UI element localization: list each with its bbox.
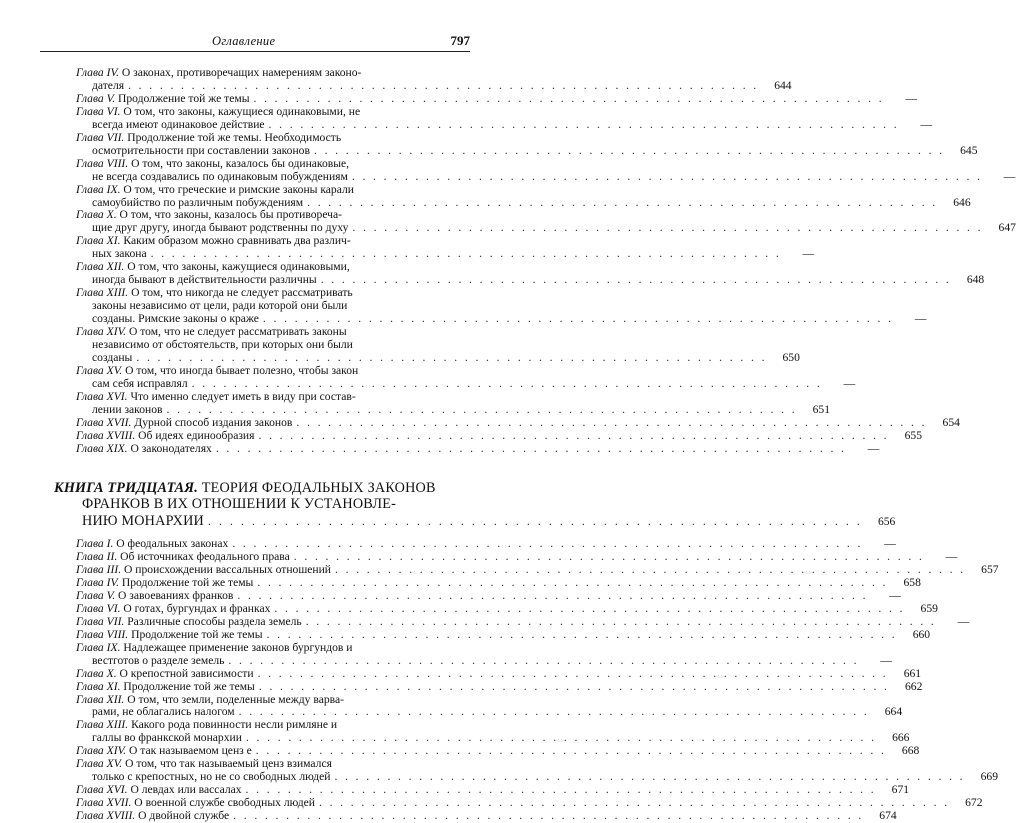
chapter-entry-label: Глава IX. [76,182,121,196]
chapter-entry-label: Глава III. [76,563,122,576]
chapter-entry-page: 662 [904,679,923,693]
chapter-entry-label: Глава I. [76,537,114,551]
chapter-entry-title-continued: ных закона [92,247,147,261]
chapter-entry-title: Глава I. О феодальных законах [76,537,229,551]
chapter-entry [76,809,897,823]
chapter-entry-line [76,402,831,417]
running-title: Оглавление [212,34,276,48]
chapter-entry [76,627,931,642]
dot-leader: . . . . . . . . . . . . . . . . . . . . . . . . . . . . . . . . . . . . . . . . . . . . . . . . . . . . . . . . . . . . [266,627,898,641]
chapter-entry-label: Глава XI. [76,234,121,248]
dot-leader: . . . . . . . . . . . . . . . . . . . . . . . . . . . . . . . . . . . . . . . . . . . . . . . . . . . . . . . . . . . . [320,273,952,287]
dot-leader: . . . . . . . . . . . . . . . . . . . . . . . . . . . . . . . . . . . . . . . . . . . . . . . . . . . . . . . . . . . . [262,312,894,326]
chapter-entry-page: 659 [920,601,938,615]
chapter-entry-label: Глава XIV. [76,325,127,339]
chapter-entry-page: — [884,537,896,551]
page-header [40,33,470,54]
chapter-entry [76,679,923,694]
chapter-entry-page: 674 [879,809,897,823]
chapter-entry [76,575,921,590]
chapter-entry-line [76,350,800,365]
chapter-entry-label: Глава XVII. [76,796,132,810]
chapter-entry-line [76,158,454,171]
chapter-entry-label: Глава X. [76,666,117,680]
chapter-entry-label: Глава XV. [76,363,123,377]
chapter-entry-line [76,67,454,80]
chapter-entry [76,363,856,391]
chapter-entry-label: Глава XVIII. [76,428,136,442]
chapter-entry-page: — [920,117,933,131]
chapter-entry-label: Глава XVIII. [76,809,136,823]
chapter-entry-title: Глава XIV. О так называемом ценз е [76,744,252,758]
chapter-entry-page: 672 [965,796,983,810]
chapter-entry-line [76,376,856,391]
chapter-entry-label: Глава XIX. [76,441,128,455]
chapter-entry [76,130,978,158]
chapter-entry-page: 671 [891,783,910,797]
chapter-entry-line [76,563,999,577]
dot-leader: . . . . . . . . . . . . . . . . . . . . . . . . . . . . . . . . . . . . . . . . . . . . . . . . . . . . . . . . . . . . [245,783,877,797]
chapter-entry-page: 666 [892,731,910,745]
chapter-entry-page: — [1003,169,1016,183]
table-of-contents [54,66,1016,823]
chapter-entry-page: 660 [912,627,931,641]
chapter-entry-page: — [957,614,970,628]
chapter-entry-label: Глава V. [76,91,116,105]
chapter-entry-title: Глава XIII. Какого рода повинности несли римляне и [76,718,338,732]
chapter-entry-title: Глава XII. О том, что земли, поделенные между варва- [76,692,344,706]
chapter-entry [76,325,800,365]
chapter-entry [76,208,1016,235]
chapter-entry-title-continued: созданы [92,350,133,364]
book-entry-line [54,512,896,531]
chapter-entry [76,389,831,417]
dot-leader: . . . . . . . . . . . . . . . . . . . . . . . . . . . . . . . . . . . . . . . . . . . . . . . . . . . . . . . . . . . . [307,195,938,209]
chapter-entry-page: 650 [782,350,800,364]
chapter-entry [76,757,998,784]
chapter-entry [76,640,892,668]
chapter-entry [76,182,971,210]
chapter-entry-page: 645 [960,143,978,157]
chapter-entry-line [76,653,892,668]
chapter-entry-line [76,184,454,197]
chapter-entry-title: Глава XIX. О законодателях [76,441,212,455]
chapter-entry-title: Глава IX. Надлежащее применение законов бургундов и [76,640,353,654]
chapter-entry-title: Глава IV. О законах, противоречащих намерениям законо- [76,66,362,79]
chapter-entry [76,260,985,287]
dot-leader: . . . . . . . . . . . . . . . . . . . . . . . . . . . . . . . . . . . . . . . . . . . . . . . . . . . . . . . . . . . . [255,744,887,758]
chapter-entry-label: Глава XIV. [76,744,127,758]
chapter-entry-line [76,117,933,132]
dot-leader: . . . . . . . . . . . . . . . . . . . . . . . . . . . . . . . . . . . . . . . . . . . . . . . . . . . . . . . . . . . . [318,796,950,810]
chapter-entry-page: — [889,588,901,602]
chapter-entry [76,286,927,326]
dot-leader: . . . . . . . . . . . . . . . . . . . . . . . . . . . . . . . . . . . . . . . . . . . . . . . . . . . . . . . . . . . . [258,428,889,442]
chapter-entry-title: Глава VIII. О том, что законы, казалось бы одинаковые, [76,156,350,170]
chapter-entry-title-continued: галлы во франкской монархии [92,731,242,745]
chapter-entry-label: Глава XIII. [76,718,129,732]
chapter-entry-page: 651 [812,402,831,416]
chapter-entry-line [76,428,922,443]
chapter-entry-line [76,91,917,106]
chapter-entry-line [76,614,970,629]
book-entry-title: КНИГА ТРИДЦАТАЯ. ТЕОРИЯ ФЕОДАЛЬНЫХ ЗАКОНОВ [54,479,436,496]
chapter-entry-line [76,679,923,694]
section-gap [76,456,454,480]
chapter-entry [76,428,922,443]
dot-leader: . . . . . . . . . . . . . . . . . . . . . . . . . . . . . . . . . . . . . . . . . . . . . . . . . . . . . . . . . . . . [313,143,945,157]
chapter-entry-title-continued: созданы. Римские законы о краже [92,312,259,326]
chapter-entry-label: Глава XVI. [76,783,128,797]
chapter-entry-title: Глава XVI. О левдах или вассалах [76,783,242,797]
chapter-entry-title: Глава VI. О том, что законы, кажущиеся одинаковыми, не [76,104,361,118]
chapter-entry-title-continued: щие друг другу, иногда бывают родственны по духу [92,221,349,235]
chapter-entry-page: 657 [981,563,999,576]
chapter-entry [76,692,903,720]
dot-leader: . . . . . . . . . . . . . . . . . . . . . . . . . . . . . . . . . . . . . . . . . . . . . . . . . . . . . . . . . . . . [253,91,884,105]
chapter-entry-label: Глава V. [76,588,116,602]
chapter-entry-line [76,601,938,616]
chapter-entry-title: Глава X. О крепостной зависимости [76,666,254,680]
chapter-entry-page: 664 [884,705,903,719]
chapter-entry-title: Глава XI. Каким образом можно сравнивать два различ- [76,234,351,248]
dot-leader: . . . . . . . . . . . . . . . . . . . . . . . . . . . . . . . . . . . . . . . . . . . . . . . . . . . . . . . . . . . . [258,679,890,693]
dot-leader: . . . . . . . . . . . . . . . . . . . . . . . . . . . . . . . . . . . . . . . . . . . . . . . . . . . . . . . . . . . . [257,575,888,589]
chapter-entry-label: Глава VI. [76,104,121,118]
chapter-entry-label: Глава VIII. [76,156,129,170]
chapter-entry-title: Глава XV. О том, что иногда бывает полезно, чтобы закон [76,363,359,377]
chapter-entry-page: — [843,376,856,390]
chapter-entry-label: Глава XVI. [76,389,128,403]
book-entry-title-continued: ФРАНКОВ В ИХ ОТНОШЕНИИ К УСТАНОВЛЕ- [82,496,397,513]
chapter-entry-title-continued: иногда бывают в действительности различны [92,273,317,287]
chapter-entry [76,614,970,629]
chapter-entry-title-continued: законы независимо от цели, ради которой они были [92,299,348,313]
chapter-entry-line [76,642,454,655]
chapter-entry-page: 658 [903,575,921,589]
chapter-entry-page: 668 [901,744,920,758]
chapter-entry-title: Глава IX. О том, что греческие и римские законы карали [76,182,354,196]
dot-leader: . . . . . . . . . . . . . . . . . . . . . . . . . . . . . . . . . . . . . . . . . . . . . . . . . . . . . . . . . . . . [191,376,823,390]
chapter-entry-line [76,169,1016,184]
chapter-entry-label: Глава VIII. [76,627,129,641]
chapter-entry-title: Глава XVI. Что именно следует иметь в виду при состав- [76,389,356,403]
chapter-entry-line [76,666,922,681]
dot-leader: . . . . . . . . . . . . . . . . . . . . . . . . . . . . . . . . . . . . . . . . . . . . . . . . . . . . . . . . . . . . [215,441,847,455]
chapter-entry [76,666,922,681]
chapter-entry-title-continued: рами, не облагались налогом [92,705,235,719]
chapter-entry-line [76,78,792,93]
chapter-entry-title: Глава XVII. О военной службе свободных людей [76,796,315,810]
chapter-entry-title: Глава VII. Различные способы раздела земель [76,614,302,628]
chapter-entry-title: Глава XV. О том, что так называемый ценз взимался [76,757,332,771]
chapter-entry-page: — [880,653,892,667]
chapter-entry-title: Глава XII. О том, что законы, кажущиеся одинаковыми, [76,260,350,274]
dot-leader: . . . . . . . . . . . . . . . . . . . . . . . . . . . . . . . . . . . . . . . . . . . . . . . . . . . . . . . . . . . . [228,653,859,667]
chapter-entry-label: Глава XV. [76,757,123,771]
chapter-entry [76,441,880,456]
chapter-entry-title-continued: лении законов [92,402,163,416]
chapter-list-book-thirty [76,537,999,823]
dot-leader: . . . . . . . . . . . . . . . . . . . . . . . . . . . . . . . . . . . . . . . . . . . . . . . . . . . . . . . . . . . . [128,78,759,92]
dot-leader: . . . . . . . . . . . . . . . . . . . . . . . . . . . . . . . . . . . . . . . . . . . . . . . . . . . . . . . . . . . . [232,537,863,551]
dot-leader: . . . . . . . . . . . . . . . . . . . . . . . . . . . . . . . . . . . . . . . . . . . . . . . . . . . . . . . . . . . . [335,563,966,576]
chapter-entry-line [76,132,454,145]
chapter-entry-page: 654 [942,415,960,429]
chapter-entry-line [76,575,921,590]
chapter-entry-label: Глава IX. [76,640,121,654]
chapter-entry-page: 655 [904,428,922,442]
chapter-entry-title: Глава X. О том, что законы, казалось бы противореча- [76,208,343,222]
book-entry-title-continued: НИЮ МОНАРХИИ [82,512,204,529]
chapter-entry-label: Глава VI. [76,601,121,615]
dot-leader: . . . . . . . . . . . . . . . . . . . . . . . . . . . . . . . . . . . . . . . . . . . . . . . . . . . . . . . . . . . . [352,221,983,235]
book-entry-label: КНИГА ТРИДЦАТАЯ. [54,479,198,496]
chapter-entry-line [76,441,880,456]
chapter-entry [76,91,917,106]
chapter-entry-title: Глава IV. Продолжение той же темы [76,575,254,589]
book-entry-line [54,480,454,497]
dot-leader: . . . . . . . . . . . . . . . . . . . . . . . . . . . . . . . . . . . . . . . . . . . . . . . . . . . . . . . . . . . . [238,705,870,719]
dot-leader: . . . . . . . . . . . . . . . . . . . . . . . . . . . . . . . . . . . . . . . . . . . . . . . . . . . . . . . . . . . . [305,614,937,628]
chapter-entry-title-continued: дателя [92,78,125,92]
chapter-entry-title: Глава VI. О готах, бургундах и франках [76,601,271,615]
chapter-entry [76,234,815,261]
chapter-entry-title: Глава XVIII. О двойной службе [76,809,230,823]
chapter-entry-line [76,143,978,158]
chapter-entry-label: Глава XII. [76,692,125,706]
chapter-entry-title: Глава XI. Продолжение той же темы [76,679,255,693]
chapter-entry-title-continued: осмотрительности при составлении законов [92,143,310,157]
chapter-entry-label: Глава IV. [76,575,119,589]
chapter-entry-label: Глава IV. [76,66,119,79]
chapter-entry [76,66,792,93]
chapter-entry-title: Глава XIII. О том, что никогда не следует рассматривать [76,286,353,300]
book-heading [54,479,896,531]
dot-leader: . . . . . . . . . . . . . . . . . . . . . . . . . . . . . . . . . . . . . . . . . . . . . . . . . . . . . . . . . . . . [293,550,925,564]
chapter-entry [76,601,938,616]
dot-leader: . . . . . . . . . . . . . . . . . . . . . . . . . . . . . . . . . . . . . . . . . . . . . . . . . . . . . . . . . . . . [237,588,868,602]
chapter-entry-title: Глава XVII. Дурной способ издания законов [76,415,293,429]
chapter-entry-line [76,809,897,823]
chapter-entry-line [76,106,454,119]
book-entry-page: 656 [877,514,896,528]
dot-leader: . . . . . . . . . . . . . . . . . . . . . . . . . . . . . . . . . . . . . . . . . . . . . . . . . . . . . . . . . . . . [208,514,863,528]
chapter-entry-line [76,391,454,404]
chapter-entry-page: — [945,550,958,564]
dot-leader: . . . . . . . . . . . . . . . . . . . . . . . . . . . . . . . . . . . . . . . . . . . . . . . . . . . . . . . . . . . . [274,601,905,615]
chapter-entry-title: Глава VIII. Продолжение той же темы [76,627,263,641]
chapter-entry-title: Глава V. Продолжение той же темы [76,91,250,105]
chapter-list-previous-book [76,66,1016,456]
chapter-entry-title: Глава V. О завоеваниях франков [76,588,234,602]
chapter-entry-title: Глава VII. Продолжение той же темы. Необходимость [76,130,342,144]
chapter-entry-page: — [905,91,917,105]
dot-leader: . . . . . . . . . . . . . . . . . . . . . . . . . . . . . . . . . . . . . . . . . . . . . . . . . . . . . . . . . . . . [296,415,927,429]
dot-leader: . . . . . . . . . . . . . . . . . . . . . . . . . . . . . . . . . . . . . . . . . . . . . . . . . . . . . . . . . . . . [136,350,767,364]
chapter-entry-title-continued: вестготов о разделе земель [92,653,225,667]
chapter-entry [76,563,999,577]
chapter-entry-label: Глава XI. [76,679,121,693]
chapter-entry-title-continued: не всегда создавались по одинаковым побуждениям [92,169,348,183]
dot-leader: . . . . . . . . . . . . . . . . . . . . . . . . . . . . . . . . . . . . . . . . . . . . . . . . . . . . . . . . . . . . [166,402,798,416]
chapter-entry-page: 647 [998,221,1016,235]
chapter-entry-title: Глава III. О происхождении вассальных отношений [76,563,332,576]
chapter-entry-title: Глава II. Об источниках феодального права [76,550,290,564]
dot-leader: . . . . . . . . . . . . . . . . . . . . . . . . . . . . . . . . . . . . . . . . . . . . . . . . . . . . . . . . . . . . [150,247,782,261]
chapter-entry-title-continued: всегда имеют одинаковое действие [92,117,265,131]
chapter-entry-label: Глава XVII. [76,415,132,429]
chapter-entry-title-continued: самоубийство по различным побуждениям [92,195,304,209]
chapter-entry [76,588,901,603]
page-number: 797 [450,33,470,48]
chapter-entry-page: 661 [903,666,922,680]
chapter-entry-title: Глава XIV. О том, что не следует рассматривать законы [76,325,347,339]
chapter-entry-page: — [914,312,927,326]
chapter-entry-page: — [867,441,880,455]
dot-leader: . . . . . . . . . . . . . . . . . . . . . . . . . . . . . . . . . . . . . . . . . . . . . . . . . . . . . . . . . . . . [233,809,864,823]
chapter-entry-line [76,627,931,642]
chapter-entry-label: Глава VII. [76,130,125,144]
chapter-entry-page: 648 [966,273,985,287]
chapter-entry-label: Глава X. [76,208,117,222]
chapter-entry-page: — [802,247,815,261]
chapter-entry-page: 646 [953,195,971,209]
dot-leader: . . . . . . . . . . . . . . . . . . . . . . . . . . . . . . . . . . . . . . . . . . . . . . . . . . . . . . . . . . . . [257,666,889,680]
chapter-entry-title: Глава XVIII. Об идеях единообразия [76,428,255,442]
chapter-entry-line [76,588,901,603]
chapter-entry [76,104,933,132]
chapter-entry-line [76,365,454,378]
header-rule [40,51,470,52]
chapter-entry-label: Глава VII. [76,614,125,628]
chapter-entry-title-continued: независимо от обстоятельств, при которых они были [92,338,353,352]
dot-leader: . . . . . . . . . . . . . . . . . . . . . . . . . . . . . . . . . . . . . . . . . . . . . . . . . . . . . . . . . . . . [245,731,877,745]
chapter-entry-page: 669 [980,770,998,784]
book-entry-line [54,496,454,513]
dot-leader: . . . . . . . . . . . . . . . . . . . . . . . . . . . . . . . . . . . . . . . . . . . . . . . . . . . . . . . . . . . . [334,770,965,784]
chapter-entry-title-continued: только с крепостных, но не со свободных людей [92,770,331,784]
chapter-entry-label: Глава XIII. [76,286,129,300]
dot-leader: . . . . . . . . . . . . . . . . . . . . . . . . . . . . . . . . . . . . . . . . . . . . . . . . . . . . . . . . . . . . [268,117,900,131]
chapter-entry-title-continued: сам себя исправлял [92,376,188,390]
chapter-entry-label: Глава II. [76,550,118,564]
chapter-entry [76,718,910,745]
chapter-entry-label: Глава XII. [76,260,125,274]
dot-leader: . . . . . . . . . . . . . . . . . . . . . . . . . . . . . . . . . . . . . . . . . . . . . . . . . . . . . . . . . . . . [351,169,983,183]
chapter-entry [76,156,1016,184]
chapter-entry-page: 644 [774,78,792,92]
